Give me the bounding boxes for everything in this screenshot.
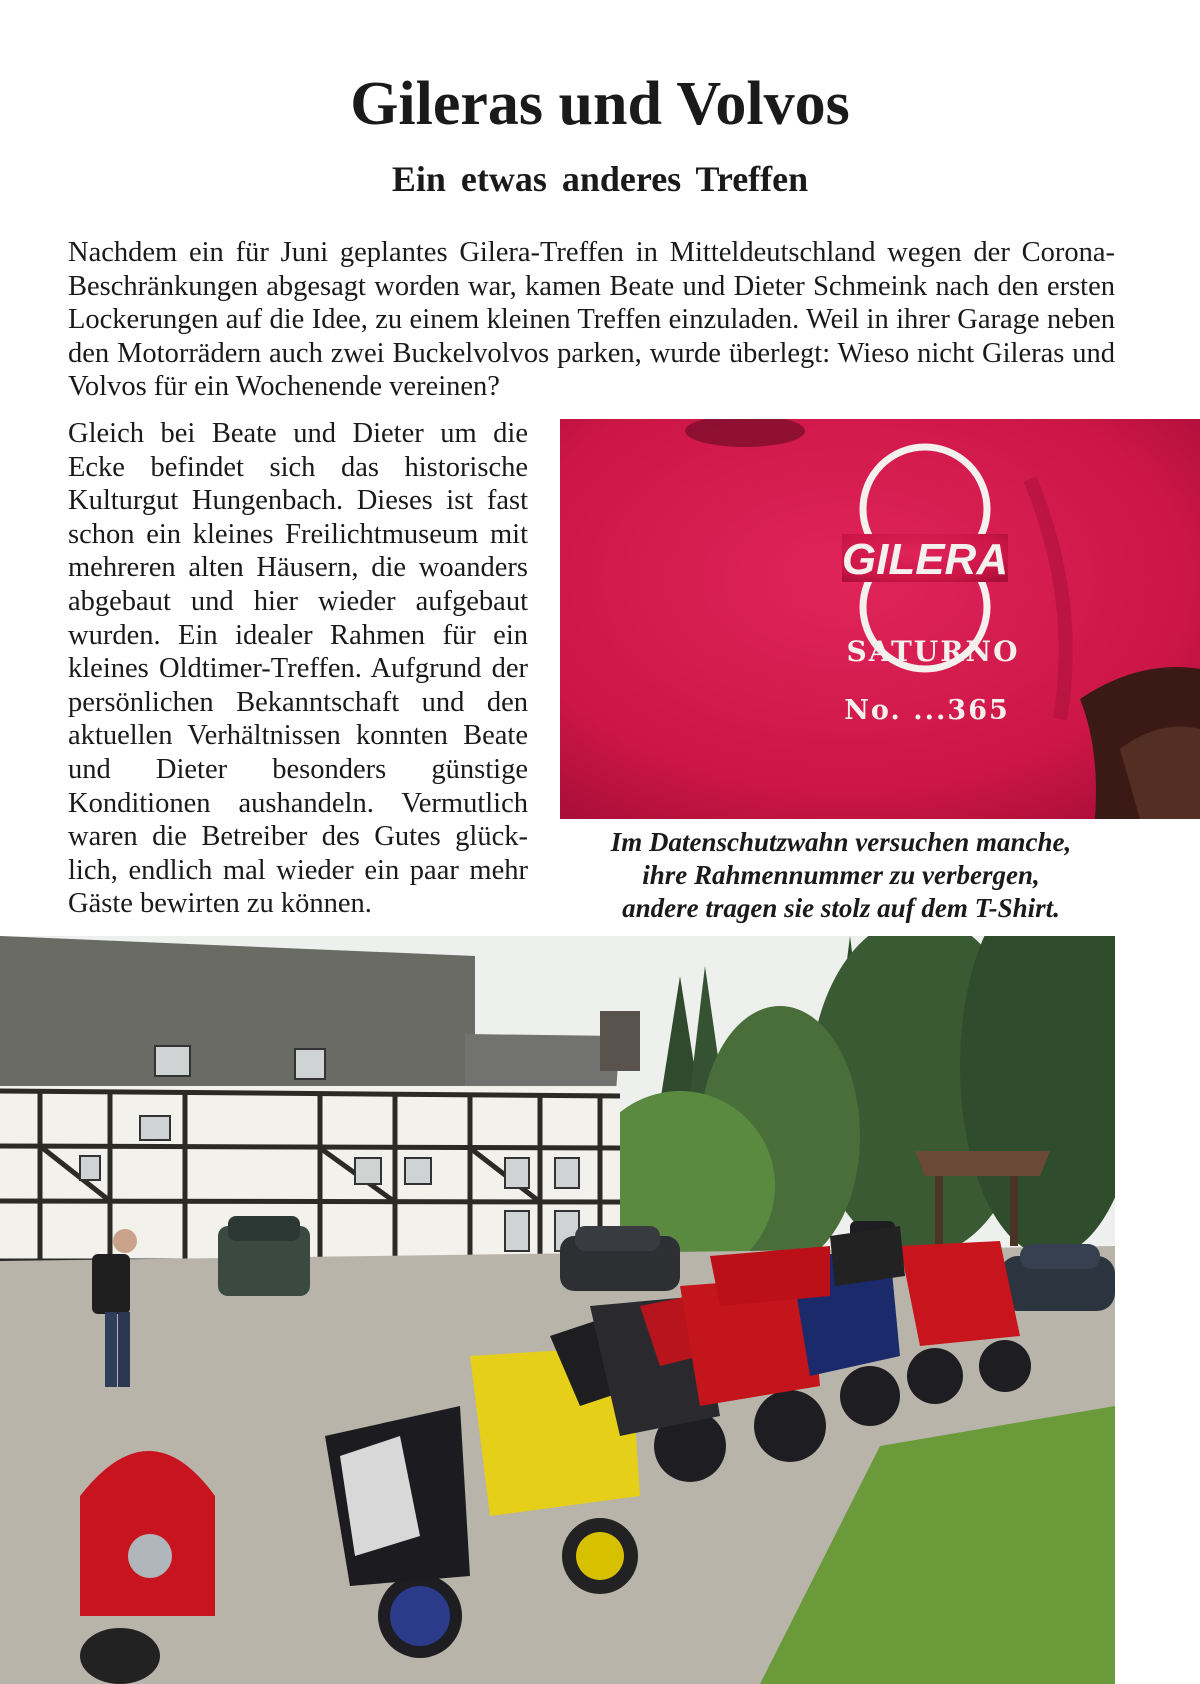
tshirt-photo xyxy=(560,419,1200,819)
article-title: Gileras und Volvos xyxy=(350,70,850,138)
column-paragraph: Gleich bei Beate und Dieter um die Ecke befindet sich das historische Kulturgut Hungenbach. Dieses ist fast schon ein kleines Freilichtmuseum mit mehreren alten Häusern, die woanders abgebaut und hier wieder aufgebaut wurden. Ein idealer Rahmen für ein kleines Oldtimer-Treffen. Aufgrund der persönlichen Bekanntschaft und den aktuellen Verhältnissen konnten Beate und Dieter besonders günstige Konditionen aushandeln. Vermutlich waren die Betreiber des Gutes glück-lich, endlich mal wieder ein paar mehr Gäste bewirten zu können. xyxy=(68,418,528,920)
intro-paragraph: Nachdem ein für Juni geplantes Gilera-Treffen in Mitteldeutschland wegen der Corona-Beschränkungen abgesagt worden war, kamen Beate und Dieter Schmeink nach den ersten Lockerungen auf die Idee, zu einem kleinen Treffen einzuladen. Weil in ihrer Garage neben den Motorrädern auch zwei Buckelvolvos parken, wurde überlegt: Wieso nicht Gileras und Volvos für ein Wochenende vereinen? xyxy=(68,237,1115,402)
caption-line: Im Datenschutzwahn versuchen manche, xyxy=(610,827,1072,857)
photo-caption xyxy=(552,826,1130,925)
courtyard-photo xyxy=(0,936,1115,1684)
model-text: SATURNO xyxy=(846,635,1020,668)
caption-line: ihre Rahmennummer zu verbergen, xyxy=(642,860,1040,890)
frame-number-text: No. ...365 xyxy=(844,695,1010,726)
caption-line: andere tragen sie stolz auf dem T-Shirt. xyxy=(622,893,1060,923)
logo-text: GILERA xyxy=(841,535,1009,584)
article-subtitle: Ein etwas anderes Treffen xyxy=(391,159,809,199)
